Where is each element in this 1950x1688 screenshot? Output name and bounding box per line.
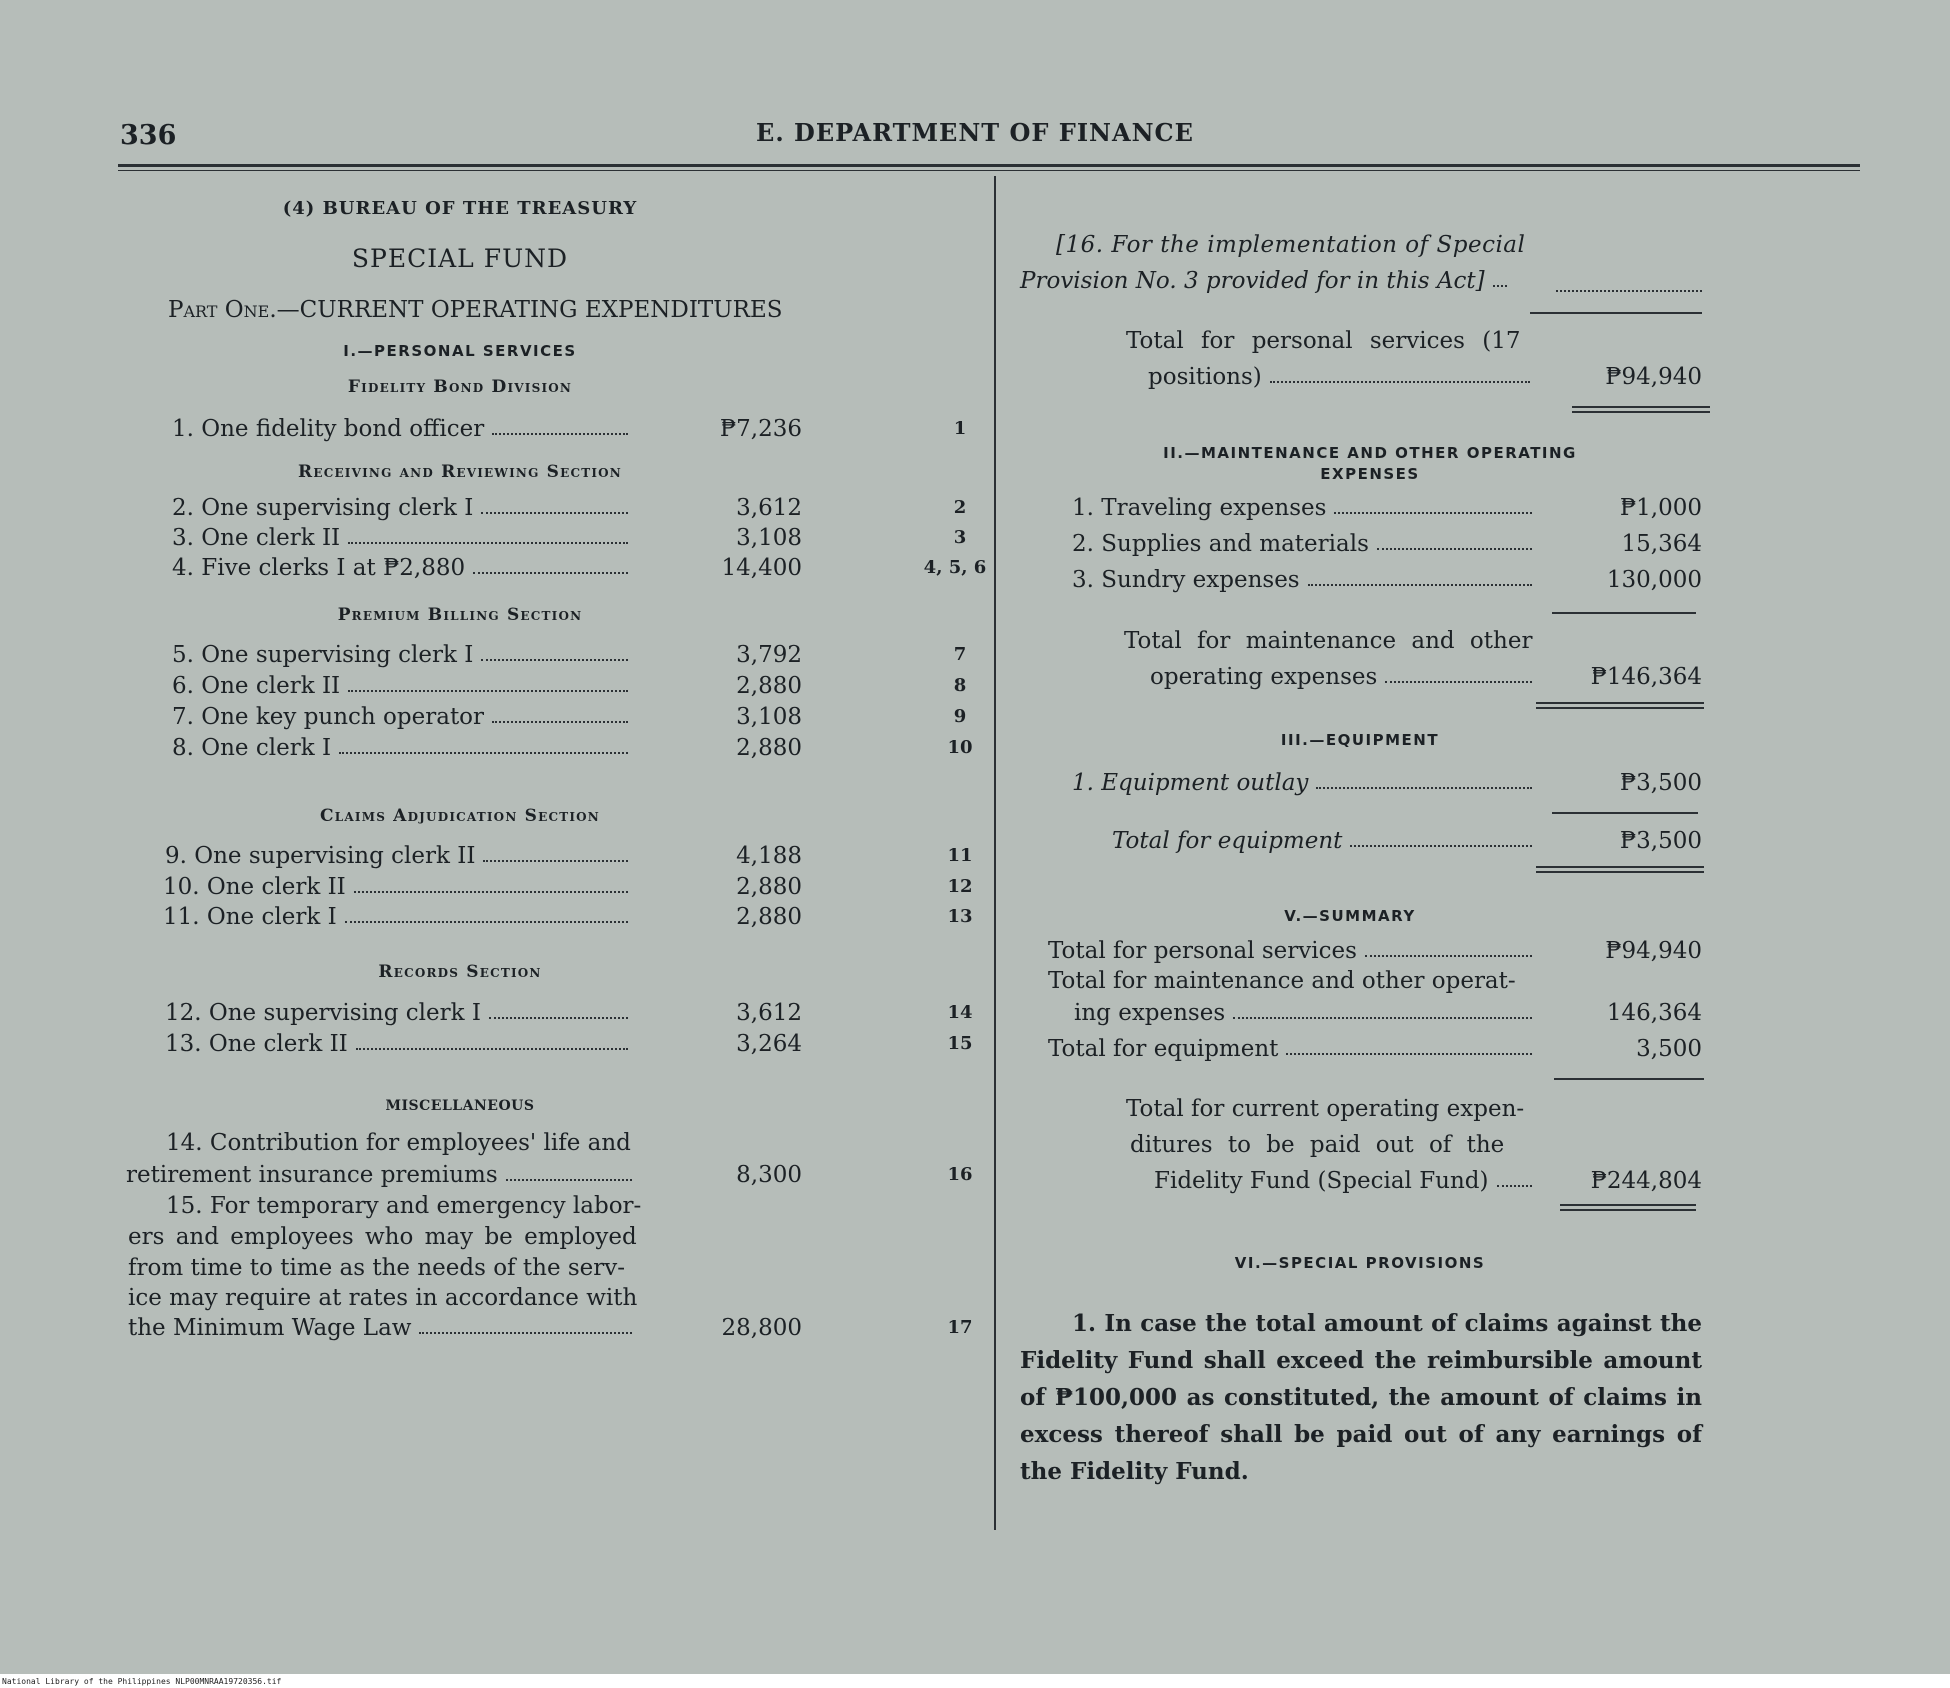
line-item: 1. One fidelity bond officer xyxy=(172,416,632,442)
item15-line3: from time to time as the needs of the serv- xyxy=(128,1255,626,1281)
line-item: 12. One supervising clerk I xyxy=(165,1000,632,1026)
item16-amount-blank xyxy=(1556,268,1702,292)
double-rule-bottom xyxy=(1572,411,1710,413)
equipment-total: Total for equipment xyxy=(1112,828,1536,854)
section-heading-records: Records Section xyxy=(378,962,542,982)
item-ref: 8 xyxy=(953,675,967,696)
double-rule-bottom xyxy=(1536,871,1704,873)
item15-line5: the Minimum Wage Law xyxy=(128,1315,636,1341)
item-amount: 4,188 xyxy=(736,843,802,869)
item15-line1: 15. For temporary and emergency labor- xyxy=(166,1193,642,1219)
item-amount: 3,108 xyxy=(736,525,802,551)
item-amount: 2,880 xyxy=(736,673,802,699)
line-item: 7. One key punch operator xyxy=(172,704,632,730)
line-item: 2. One supervising clerk I xyxy=(172,495,632,521)
line-item: 9. One supervising clerk II xyxy=(165,843,632,869)
item15-line4: ice may require at rates in accordance with xyxy=(128,1285,638,1311)
item-amount: 2,880 xyxy=(736,874,802,900)
item-ref: 4, 5, 6 xyxy=(923,557,987,578)
item-amount: ₱7,236 xyxy=(719,416,802,442)
item-amount: 3,612 xyxy=(736,1000,802,1026)
maintenance-heading-line1: II.—MAINTENANCE AND OTHER OPERATING xyxy=(1163,444,1577,462)
item-amount: 14,400 xyxy=(721,555,802,581)
item-ref: 2 xyxy=(953,497,967,518)
equipment-heading: III.—EQUIPMENT xyxy=(1280,731,1440,749)
equipment-total-amount: ₱3,500 xyxy=(1619,828,1702,854)
summary-ps: Total for personal services xyxy=(1048,938,1536,964)
item-ref: 1 xyxy=(953,418,967,439)
scan-footer: National Library of the Philippines NLP00MNRAA19720356.tif xyxy=(2,1677,282,1686)
line-item: 10. One clerk II xyxy=(163,874,632,900)
ps-total-amount: ₱94,940 xyxy=(1605,364,1702,390)
header-rule-thin xyxy=(118,170,1860,171)
equipment-item: 1. Equipment outlay xyxy=(1072,770,1536,796)
summary-equip: Total for equipment xyxy=(1048,1036,1536,1062)
item-ref: 17 xyxy=(947,1317,973,1338)
subtotal-rule xyxy=(1554,1078,1704,1080)
page-number: 336 xyxy=(120,120,177,151)
bureau-title: (4) BUREAU OF THE TREASURY xyxy=(282,198,638,219)
item-amount: 8,300 xyxy=(736,1162,802,1188)
line-item: 5. One supervising clerk I xyxy=(172,642,632,668)
summary-equip-amount: 3,500 xyxy=(1636,1036,1702,1062)
maintenance-item: 1. Traveling expenses xyxy=(1072,495,1536,521)
maintenance-total-line2: operating expenses xyxy=(1150,664,1536,690)
item-ref: 13 xyxy=(947,906,973,927)
item14-line2: retirement insurance premiums xyxy=(126,1162,636,1188)
maintenance-amount: 130,000 xyxy=(1606,567,1702,593)
summary-heading: V.—SUMMARY xyxy=(1284,907,1416,925)
item-ref: 15 xyxy=(947,1033,973,1054)
item-ref: 9 xyxy=(953,706,967,727)
subtotal-rule xyxy=(1530,312,1702,314)
double-rule-top xyxy=(1560,1204,1696,1206)
maintenance-total-amount: ₱146,364 xyxy=(1590,664,1702,690)
scan-footer-strip xyxy=(0,1674,1950,1688)
section-heading-premium: Premium Billing Section xyxy=(337,605,583,625)
grand-total-line3: Fidelity Fund (Special Fund) xyxy=(1154,1168,1536,1194)
provision-1: 1. In case the total amount of claims against the Fidelity Fund shall exceed the reimbursible amount of ₱100,000 as constituted, the amount of claims in excess thereof shall be paid out of any earnings of the Fidelity Fund. xyxy=(1020,1310,1702,1485)
maintenance-item: 2. Supplies and materials xyxy=(1072,531,1536,557)
item-amount: 3,108 xyxy=(736,704,802,730)
double-rule-top xyxy=(1536,866,1704,868)
ps-total-line2: positions) xyxy=(1148,364,1534,390)
running-header: E. DEPARTMENT OF FINANCE xyxy=(756,118,1194,147)
item14-line1: 14. Contribution for employees' life and xyxy=(166,1130,631,1156)
line-item: 11. One clerk I xyxy=(163,904,632,930)
equipment-amount: ₱3,500 xyxy=(1619,770,1702,796)
double-rule-top xyxy=(1536,702,1704,704)
item-amount: 2,880 xyxy=(736,735,802,761)
maintenance-total-line1: Total for maintenance and other xyxy=(1124,628,1533,654)
section-heading-receiving: Receiving and Reviewing Section xyxy=(298,462,622,482)
item-ref: 12 xyxy=(947,876,973,897)
item-amount: 3,792 xyxy=(736,642,802,668)
maintenance-heading-line2: EXPENSES xyxy=(1320,465,1420,483)
division-heading: Fidelity Bond Division xyxy=(347,377,573,397)
item-ref: 3 xyxy=(953,527,967,548)
section-heading-misc: MISCELLANEOUS xyxy=(385,1098,535,1114)
item-ref: 10 xyxy=(947,737,973,758)
line-item: 13. One clerk II xyxy=(165,1031,632,1057)
item-amount: 2,880 xyxy=(736,904,802,930)
double-rule-bottom xyxy=(1536,707,1704,709)
maintenance-amount: 15,364 xyxy=(1621,531,1702,557)
header-rule-thick xyxy=(118,164,1860,167)
item-amount: 3,264 xyxy=(736,1031,802,1057)
personal-services-heading: I.—PERSONAL SERVICES xyxy=(343,342,577,360)
item-ref: 11 xyxy=(947,845,973,866)
double-rule-top xyxy=(1572,406,1710,408)
section-heading-claims: Claims Adjudication Section xyxy=(320,806,600,826)
maintenance-item: 3. Sundry expenses xyxy=(1072,567,1536,593)
item-ref: 16 xyxy=(947,1164,973,1185)
line-item: 6. One clerk II xyxy=(172,673,632,699)
grand-total-amount: ₱244,804 xyxy=(1590,1168,1702,1194)
summary-maint-line2: ing expenses xyxy=(1074,1000,1536,1026)
fund-title: SPECIAL FUND xyxy=(351,244,569,273)
item16-line2: Provision No. 3 provided for in this Act] xyxy=(1020,268,1504,294)
grand-total-line2: ditures to be paid out of the xyxy=(1130,1132,1505,1158)
part-heading xyxy=(168,297,783,323)
double-rule-bottom xyxy=(1560,1209,1696,1211)
maintenance-amount: ₱1,000 xyxy=(1619,495,1702,521)
grand-total-line1: Total for current operating expen- xyxy=(1126,1096,1525,1122)
summary-maint-amount: 146,364 xyxy=(1606,1000,1702,1026)
part-prefix: Part One. xyxy=(168,297,277,323)
item-amount: 28,800 xyxy=(721,1315,802,1341)
part-title: —CURRENT OPERATING EXPENDITURES xyxy=(276,297,783,323)
line-item: 3. One clerk II xyxy=(172,525,632,551)
ps-total-line1: Total for personal services (17 xyxy=(1126,328,1521,354)
subtotal-rule xyxy=(1552,812,1698,814)
item16-line1: [16. For the implementation of Special xyxy=(1056,232,1526,258)
item-ref: 7 xyxy=(953,644,967,665)
item-amount: 3,612 xyxy=(736,495,802,521)
special-provisions-heading: VI.—SPECIAL PROVISIONS xyxy=(1234,1254,1486,1272)
line-item: 8. One clerk I xyxy=(172,735,632,761)
summary-ps-amount: ₱94,940 xyxy=(1605,938,1702,964)
item15-line2: ers and employees who may be employed xyxy=(128,1224,637,1250)
line-item: 4. Five clerks I at ₱2,880 xyxy=(172,555,632,581)
summary-maint-line1: Total for maintenance and other operat- xyxy=(1048,968,1516,994)
item-ref: 14 xyxy=(947,1002,973,1023)
subtotal-rule xyxy=(1552,612,1696,614)
